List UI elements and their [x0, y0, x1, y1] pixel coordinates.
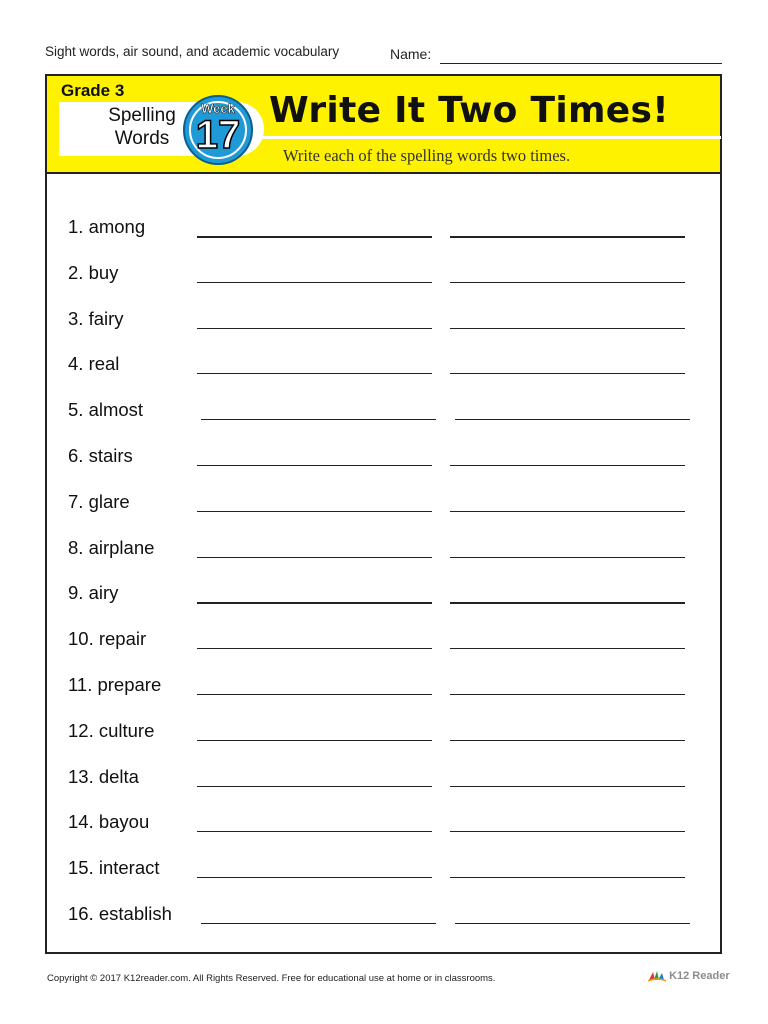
- spelling-row: [47, 537, 720, 561]
- second-writing-line[interactable]: [450, 236, 685, 238]
- first-writing-line[interactable]: [197, 328, 432, 329]
- first-writing-line[interactable]: [197, 236, 432, 238]
- spelling-row: [47, 582, 720, 606]
- logo-text: K12 Reader: [669, 970, 730, 982]
- spelling-row: [47, 811, 720, 835]
- spelling-row: [47, 399, 720, 423]
- spelling-row: [47, 491, 720, 515]
- first-writing-line[interactable]: [197, 831, 432, 832]
- spelling-word: 8. airplane: [68, 536, 155, 558]
- spelling-words-label: [87, 104, 197, 150]
- spelling-word: 10. repair: [68, 628, 147, 650]
- spelling-word: 5. almost: [68, 399, 144, 421]
- spelling-row: [47, 720, 720, 744]
- first-writing-line[interactable]: [197, 786, 432, 787]
- second-writing-line[interactable]: [450, 831, 685, 832]
- second-writing-line[interactable]: [450, 328, 685, 329]
- spelling-word: 7. glare: [68, 490, 130, 512]
- book-icon: [648, 970, 666, 982]
- spelling-row: [47, 445, 720, 469]
- spelling-row: [47, 262, 720, 286]
- spelling-word: 12. culture: [68, 719, 155, 741]
- second-writing-line[interactable]: [450, 465, 685, 466]
- spelling-word: 15. interact: [68, 857, 160, 879]
- grade-label: Grade 3: [61, 81, 125, 100]
- spelling-word: 11. prepare: [68, 674, 162, 695]
- second-writing-line[interactable]: [450, 648, 685, 649]
- second-writing-line[interactable]: [455, 923, 690, 924]
- second-writing-line[interactable]: [450, 877, 685, 878]
- first-writing-line[interactable]: [197, 877, 432, 878]
- week-label: Week: [201, 101, 235, 116]
- spelling-row: [47, 766, 720, 790]
- spelling-word: 16. establish: [68, 903, 172, 924]
- first-writing-line[interactable]: [197, 373, 432, 374]
- first-writing-line[interactable]: [197, 511, 432, 512]
- page-title: Write It Two Times!: [269, 90, 669, 131]
- name-label: Name:: [390, 46, 432, 62]
- first-writing-line[interactable]: [197, 602, 432, 604]
- instructions: Write each of the spelling words two times.: [283, 146, 571, 165]
- spelling-row: [47, 674, 720, 698]
- spelling-word: 13. delta: [68, 765, 139, 787]
- second-writing-line[interactable]: [450, 373, 685, 374]
- first-writing-line[interactable]: [197, 648, 432, 649]
- second-writing-line[interactable]: [450, 511, 685, 512]
- spelling-row: [47, 628, 720, 652]
- first-writing-line[interactable]: [201, 923, 436, 924]
- spelling-word: 2. buy: [68, 261, 119, 283]
- k12reader-logo: [648, 970, 730, 982]
- spelling-row: [47, 216, 720, 240]
- spelling-word: 6. stairs: [68, 445, 133, 466]
- worksheet-topic: Sight words, air sound, and academic vocabulary: [45, 44, 340, 59]
- spelling-row: [47, 857, 720, 881]
- second-writing-line[interactable]: [450, 694, 685, 695]
- spelling-word: 4. real: [68, 353, 120, 375]
- second-writing-line[interactable]: [450, 602, 685, 604]
- spelling-row: [47, 308, 720, 332]
- second-writing-line[interactable]: [450, 740, 685, 741]
- second-writing-line[interactable]: [450, 786, 685, 787]
- first-writing-line[interactable]: [197, 694, 432, 695]
- second-writing-line[interactable]: [455, 419, 690, 420]
- spelling-word: 1. among: [68, 216, 146, 237]
- name-field-line[interactable]: [440, 63, 722, 64]
- first-writing-line[interactable]: [197, 557, 432, 558]
- words-label: Words: [114, 128, 170, 149]
- first-writing-line[interactable]: [201, 419, 436, 420]
- second-writing-line[interactable]: [450, 557, 685, 558]
- worksheet-frame: [45, 74, 722, 954]
- spelling-label: Spelling: [108, 105, 176, 126]
- title-underline: [261, 136, 721, 139]
- spelling-row: [47, 353, 720, 377]
- week-badge: [183, 95, 253, 165]
- copyright-notice: Copyright © 2017 K12reader.com. All Rights Reserved. Free for educational use at home or in classrooms.: [47, 973, 496, 984]
- second-writing-line[interactable]: [450, 282, 685, 283]
- first-writing-line[interactable]: [197, 465, 432, 466]
- spelling-row: [47, 903, 720, 927]
- week-number: 17: [195, 113, 241, 157]
- spelling-word: 3. fairy: [68, 307, 124, 329]
- spelling-word: 14. bayou: [68, 811, 150, 833]
- first-writing-line[interactable]: [197, 740, 432, 741]
- title-banner: [47, 76, 720, 174]
- spelling-word: 9. airy: [68, 582, 119, 604]
- first-writing-line[interactable]: [197, 282, 432, 283]
